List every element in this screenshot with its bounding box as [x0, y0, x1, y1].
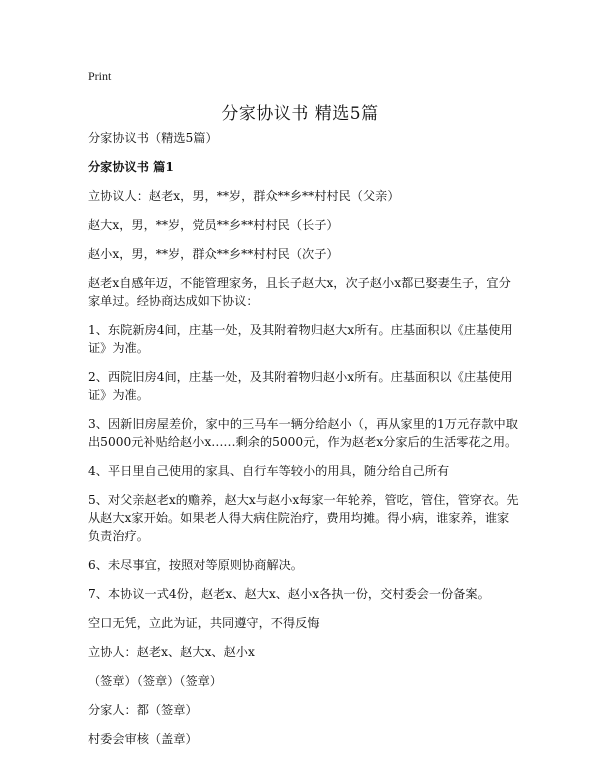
- paragraph-party-elder-son: 赵大x，男，**岁，党员**乡**村村民（长子）: [88, 218, 339, 232]
- paragraph-closing-statement: 空口无凭，立此为证，共同遵守，不得反悔: [88, 616, 320, 630]
- paragraph-party-father: 立协议人：赵老x，男，**岁，群众**乡**村村民（父亲）: [88, 189, 400, 203]
- paragraph-party-younger-son: 赵小x，男，**岁，群众**乡**村村民（次子）: [88, 247, 339, 261]
- paragraph-clause-5: 5、对父亲赵老x的赡养，赵大x与赵小x每家一年轮养，管吃，管住，管穿衣。先从赵大x家开始。如果老人得大病住院治疗，费用均摊。得小病，谁家养，谁家负责治疗。: [88, 493, 519, 543]
- print-label: Print: [88, 69, 112, 83]
- document-title: 分家协议书 精选5篇: [221, 104, 379, 124]
- section-heading: 分家协议书 篇1: [88, 160, 174, 174]
- document-subtitle: 分家协议书（精选5篇）: [88, 131, 218, 145]
- paragraph-clause-4: 4、平日里自己使用的家具、自行车等较小的用具，随分给自己所有: [88, 464, 450, 478]
- paragraph-clause-3: 3、因新旧房屋差价，家中的三马车一辆分给赵小（，再从家里的1万元存款中取出5000元补贴给赵小x……剩余的5000元，作为赵老x分家后的生活零花之用。: [88, 417, 518, 449]
- paragraph-signatories: 立协人：赵老x、赵大x、赵小x: [88, 645, 255, 659]
- paragraph-preamble: 赵老x自感年迈，不能管理家务，且长子赵大x，次子赵小x都已娶妻生子，宜分家单过。经协商达成如下协议：: [88, 276, 511, 308]
- paragraph-clause-1: 1、东院新房4间，庄基一处，及其附着物归赵大x所有。庄基面积以《庄基使用证》为准。: [88, 323, 513, 355]
- paragraph-clause-6: 6、未尽事宜，按照对等原则协商解决。: [88, 558, 303, 572]
- paragraph-household-signature: 分家人：都（签章）: [88, 703, 198, 717]
- paragraph-village-committee-review: 村委会审核（盖章）: [88, 732, 198, 746]
- paragraph-clause-7: 7、本协议一式4份，赵老x、赵大x、赵小x各执一份，交村委会一份备案。: [88, 587, 490, 601]
- document-body: [88, 129, 520, 759]
- paragraph-signature-marks: （签章）（签章）（签章）: [88, 674, 223, 688]
- paragraph-clause-2: 2、西院旧房4间，庄基一处，及其附着物归赵小x所有。庄基面积以《庄基使用证》为准。: [88, 370, 513, 402]
